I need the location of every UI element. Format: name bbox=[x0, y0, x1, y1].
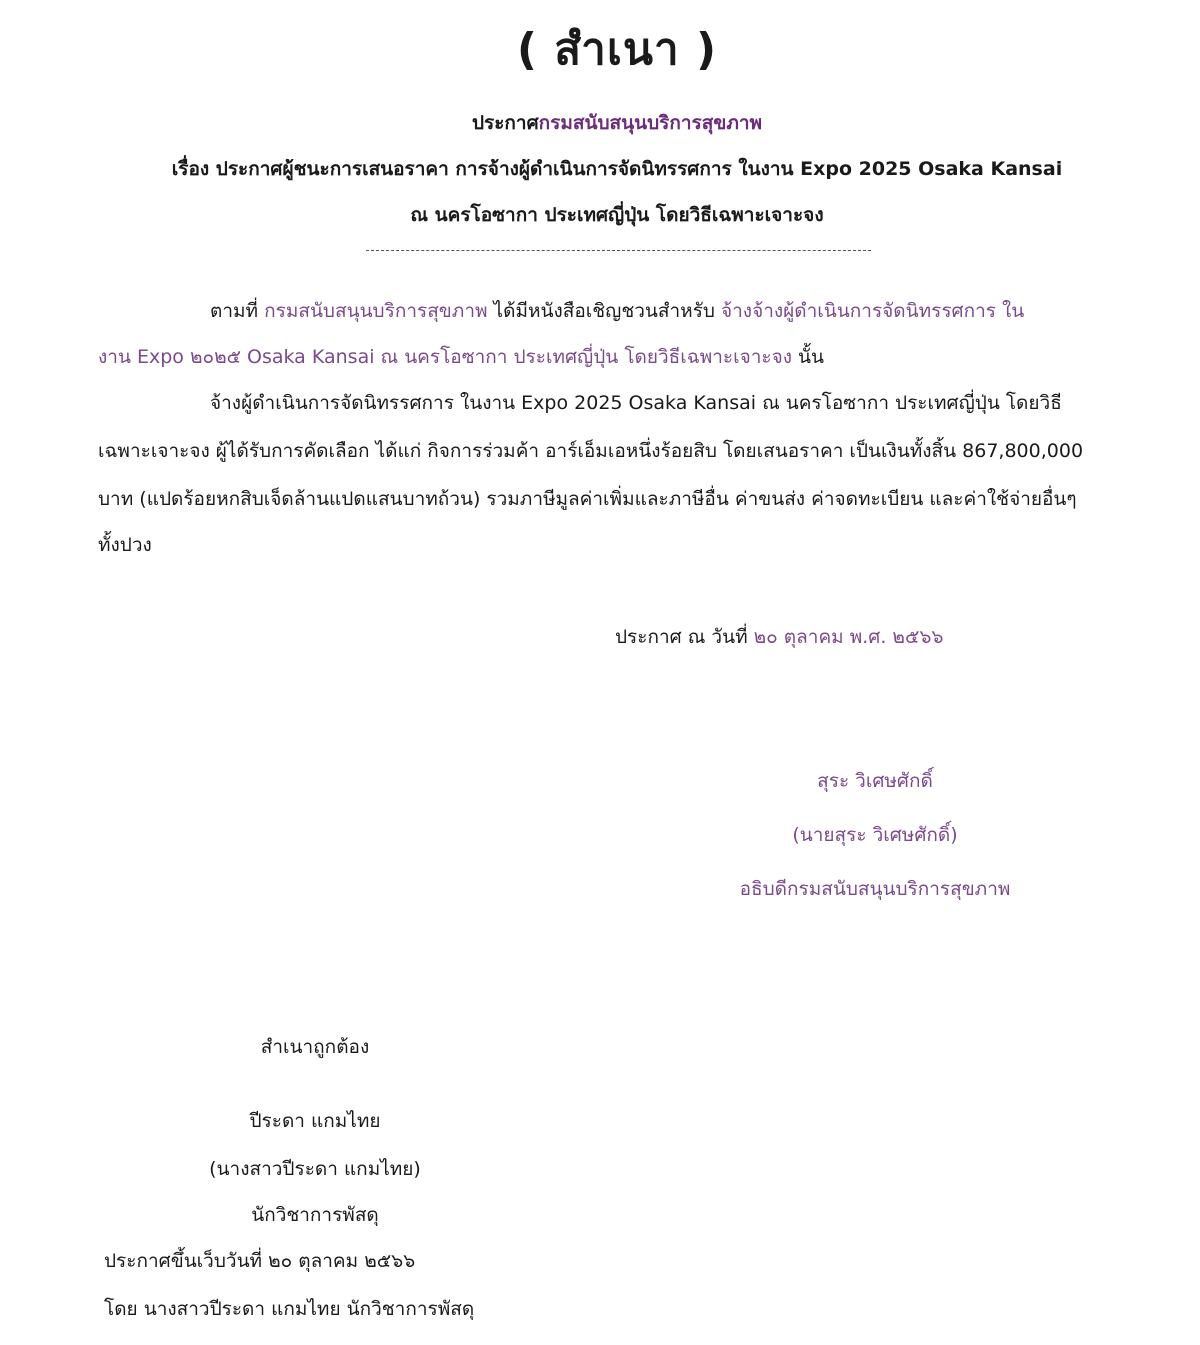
copy-stamp-title: ( สำเนา ) bbox=[516, 24, 718, 75]
announcement-date bbox=[615, 622, 943, 652]
p1-text-b: ได้มีหนังสือเชิญชวนสำหรับ bbox=[487, 300, 721, 322]
header-divider bbox=[366, 250, 871, 251]
p1-ending: นั้น bbox=[792, 346, 825, 368]
signatory-signature: สุระ วิเศษศักดิ์ bbox=[817, 770, 933, 792]
issuer-prefix: ประกาศ bbox=[471, 112, 539, 134]
paragraph-1-line-1 bbox=[210, 296, 1024, 326]
issuer-name: กรมสนับสนุนบริการสุขภาพ bbox=[538, 112, 763, 134]
paragraph-2-line-4: ทั้งปวง bbox=[98, 534, 152, 556]
issuer-heading bbox=[0, 108, 1200, 138]
p1-text-a: ตามที่ bbox=[210, 300, 265, 322]
paragraph-2-line-3: บาท (แปดร้อยหกสิบเจ็ดล้านแปดแสนบาทถ้วน) รวมภาษีมูลค่าเพิ่มและภาษีอื่น ค่าขนส่ง ค่าจดทะเบียน และค่าใช้จ่ายอื่นๆ bbox=[98, 488, 1077, 510]
date-prefix: ประกาศ ณ วันที่ bbox=[615, 626, 754, 648]
certified-copy-label: สำเนาถูกต้อง bbox=[260, 1036, 370, 1058]
certifier-position: นักวิชาการพัสดุ bbox=[251, 1204, 379, 1226]
date-value: ๒๐ ตุลาคม พ.ศ. ๒๕๖๖ bbox=[753, 626, 944, 648]
paragraph-2-line-2: เฉพาะเจาะจง ผู้ได้รับการคัดเลือก ได้แก่ กิจการร่วมค้า อาร์เอ็มเอหนึ่งร้อยสิบ โดยเสนอราคา เป็นเงินทั้งสิ้น 867,800,000 bbox=[98, 440, 1084, 462]
subject-line-1: เรื่อง ประกาศผู้ชนะการเสนอราคา การจ้างผู้ดำเนินการจัดนิทรรศการ ในงาน Expo 2025 Osaka Kansai bbox=[171, 158, 1063, 180]
certifier-full-name: (นางสาวปีระดา แกมไทย) bbox=[209, 1158, 421, 1180]
paragraph-2-line-1: จ้างผู้ดำเนินการจัดนิทรรศการ ในงาน Expo 2025 Osaka Kansai ณ นครโอซากา ประเทศญี่ปุ่น โดยวิธี bbox=[210, 392, 1062, 414]
paragraph-1-line-2 bbox=[98, 342, 824, 372]
p1-project-name: งาน Expo ๒๐๒๕ Osaka Kansai ณ นครโอซากา ประเทศญี่ปุ่น โดยวิธีเฉพาะเจาะจง bbox=[98, 346, 793, 368]
subject-line-2: ณ นครโอซากา ประเทศญี่ปุ่น โดยวิธีเฉพาะเจาะจง bbox=[410, 204, 824, 226]
p1-org-name: กรมสนับสนุนบริการสุขภาพ bbox=[264, 300, 488, 322]
certifier-signature: ปีระดา แกมไทย bbox=[249, 1110, 381, 1132]
signatory-position: อธิบดีกรมสนับสนุนบริการสุขภาพ bbox=[739, 878, 1011, 900]
p1-text-c: จ้างจ้างผู้ดำเนินการจัดนิทรรศการ ใน bbox=[721, 300, 1025, 322]
posted-by: โดย นางสาวปีระดา แกมไทย นักวิชาการพัสดุ bbox=[104, 1298, 475, 1320]
signatory-full-name: (นายสุระ วิเศษศักดิ์) bbox=[792, 824, 958, 846]
web-posted-date: ประกาศขึ้นเว็บวันที่ ๒๐ ตุลาคม ๒๕๖๖ bbox=[104, 1250, 416, 1272]
